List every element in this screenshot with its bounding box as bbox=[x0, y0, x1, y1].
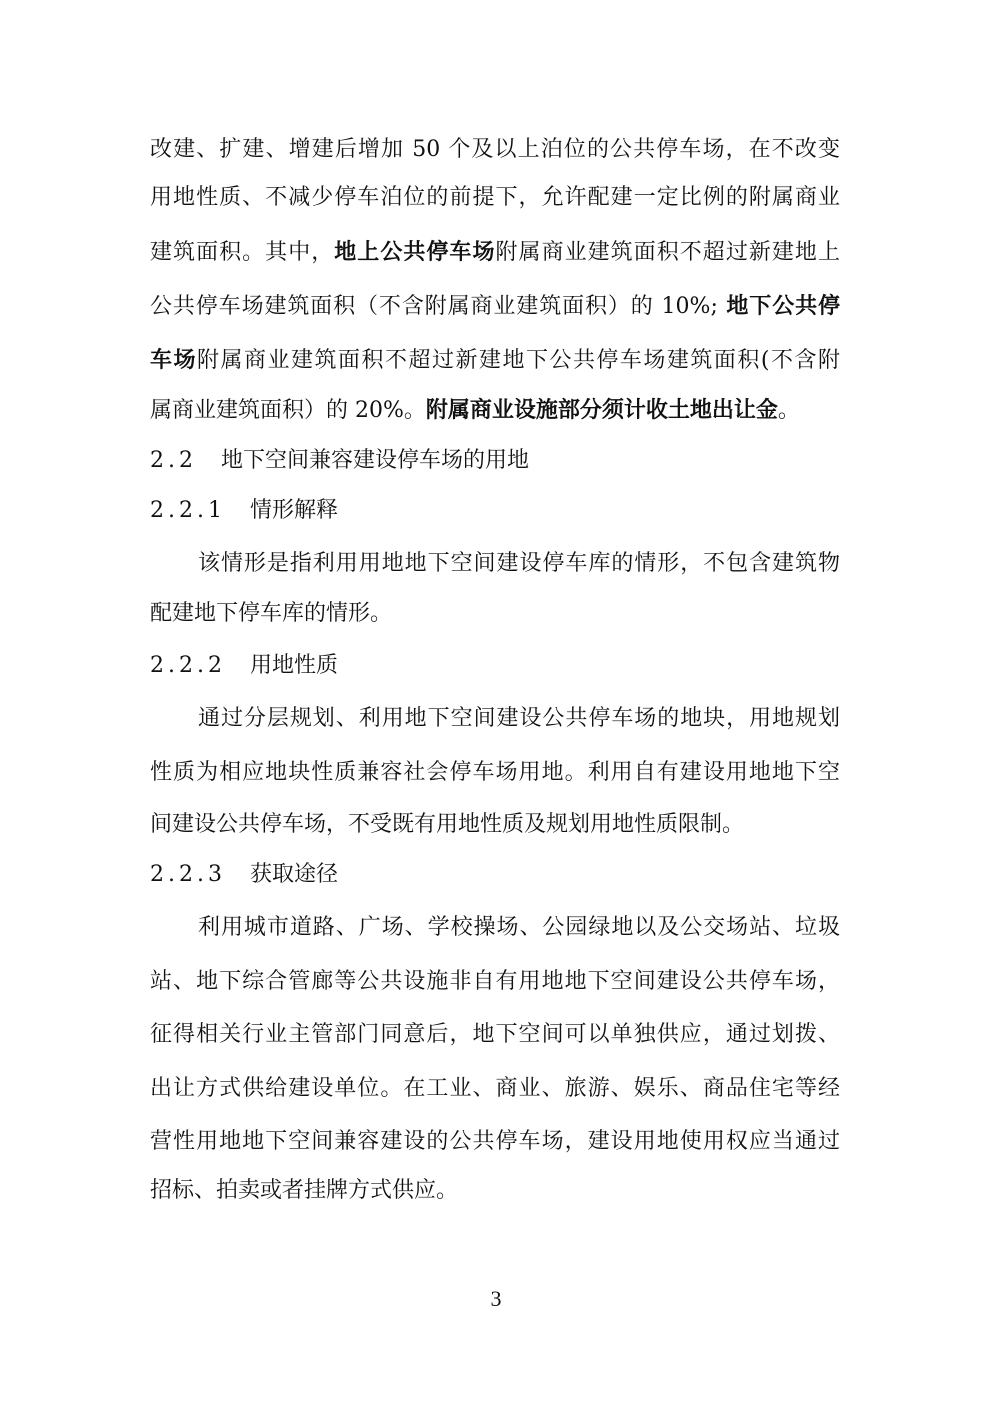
bold-text-run: 附属商业设施部分须计收土地出让金 bbox=[425, 397, 778, 423]
bold-text-run: 车场 bbox=[150, 347, 197, 373]
paragraph-line: 通过分层规划、利用地下空间建设公共停车场的地块，用地规划 bbox=[198, 706, 840, 731]
bold-text-run: 地下公共停 bbox=[717, 293, 840, 319]
section-title: 获取途径 bbox=[249, 862, 338, 887]
section-heading bbox=[150, 857, 338, 893]
text-run: 附属商业建筑面积不超过新建地下公共停车场建筑面积(不含附 bbox=[197, 348, 840, 373]
paragraph-line: 征得相关行业主管部门同意后，地下空间可以单独供应，通过划拨、 bbox=[150, 1022, 840, 1047]
paragraph-line: 招标、拍卖或者挂牌方式供应。 bbox=[150, 1178, 459, 1203]
section-heading bbox=[150, 443, 529, 479]
paragraph-line bbox=[150, 342, 840, 378]
paragraph-line: 营性用地地下空间兼容建设的公共停车场，建设用地使用权应当通过 bbox=[150, 1129, 840, 1154]
bold-text-run: 地上公共停车场 bbox=[334, 239, 496, 265]
section-number: 2.2.3 bbox=[150, 862, 226, 887]
text-run: 公共停车场建筑面积（不含附属商业建筑面积）的 10%; bbox=[150, 294, 718, 319]
paragraph-line: 间建设公共停车场，不受既有用地性质及规划用地性质限制。 bbox=[150, 812, 745, 837]
paragraph-line: 利用城市道路、广场、学校操场、公园绿地以及公交场站、垃圾 bbox=[198, 915, 840, 940]
paragraph-line: 配建地下停车库的情形。 bbox=[150, 601, 393, 626]
section-number: 2.2.2 bbox=[150, 653, 226, 678]
section-heading bbox=[150, 493, 338, 529]
section-number: 2.2 bbox=[150, 448, 197, 473]
paragraph-line: 性质为相应地块性质兼容社会停车场用地。利用自有建设用地地下空 bbox=[150, 760, 840, 785]
paragraph-line: 用地性质、不减少停车泊位的前提下，允许配建一定比例的附属商业 bbox=[150, 185, 840, 210]
paragraph-line bbox=[150, 288, 840, 324]
text-run: 属商业建筑面积）的 20%。 bbox=[150, 398, 426, 423]
paragraph-line: 出让方式供给建设单位。在工业、商业、旅游、娱乐、商品住宅等经 bbox=[150, 1076, 840, 1101]
paragraph-line bbox=[150, 392, 840, 428]
text-run: 。 bbox=[777, 398, 800, 423]
section-title: 用地性质 bbox=[249, 653, 338, 678]
section-title: 情形解释 bbox=[249, 498, 338, 523]
section-title: 地下空间兼容建设停车场的用地 bbox=[221, 448, 530, 473]
text-run: 附属商业建筑面积不超过新建地上 bbox=[495, 240, 840, 265]
paragraph-line bbox=[150, 234, 840, 270]
text-run: 建筑面积。其中， bbox=[150, 240, 335, 265]
paragraph-line: 站、地下综合管廊等公共设施非自有用地地下空间建设公共停车场， bbox=[150, 969, 840, 994]
paragraph-line: 改建、扩建、增建后增加 50 个及以上泊位的公共停车场，在不改变 bbox=[150, 137, 840, 162]
section-number: 2.2.1 bbox=[150, 498, 226, 523]
section-heading bbox=[150, 648, 338, 684]
page-number: 3 bbox=[490, 1286, 502, 1311]
paragraph-line: 该情形是指利用用地地下空间建设停车库的情形，不包含建筑物 bbox=[198, 551, 840, 576]
